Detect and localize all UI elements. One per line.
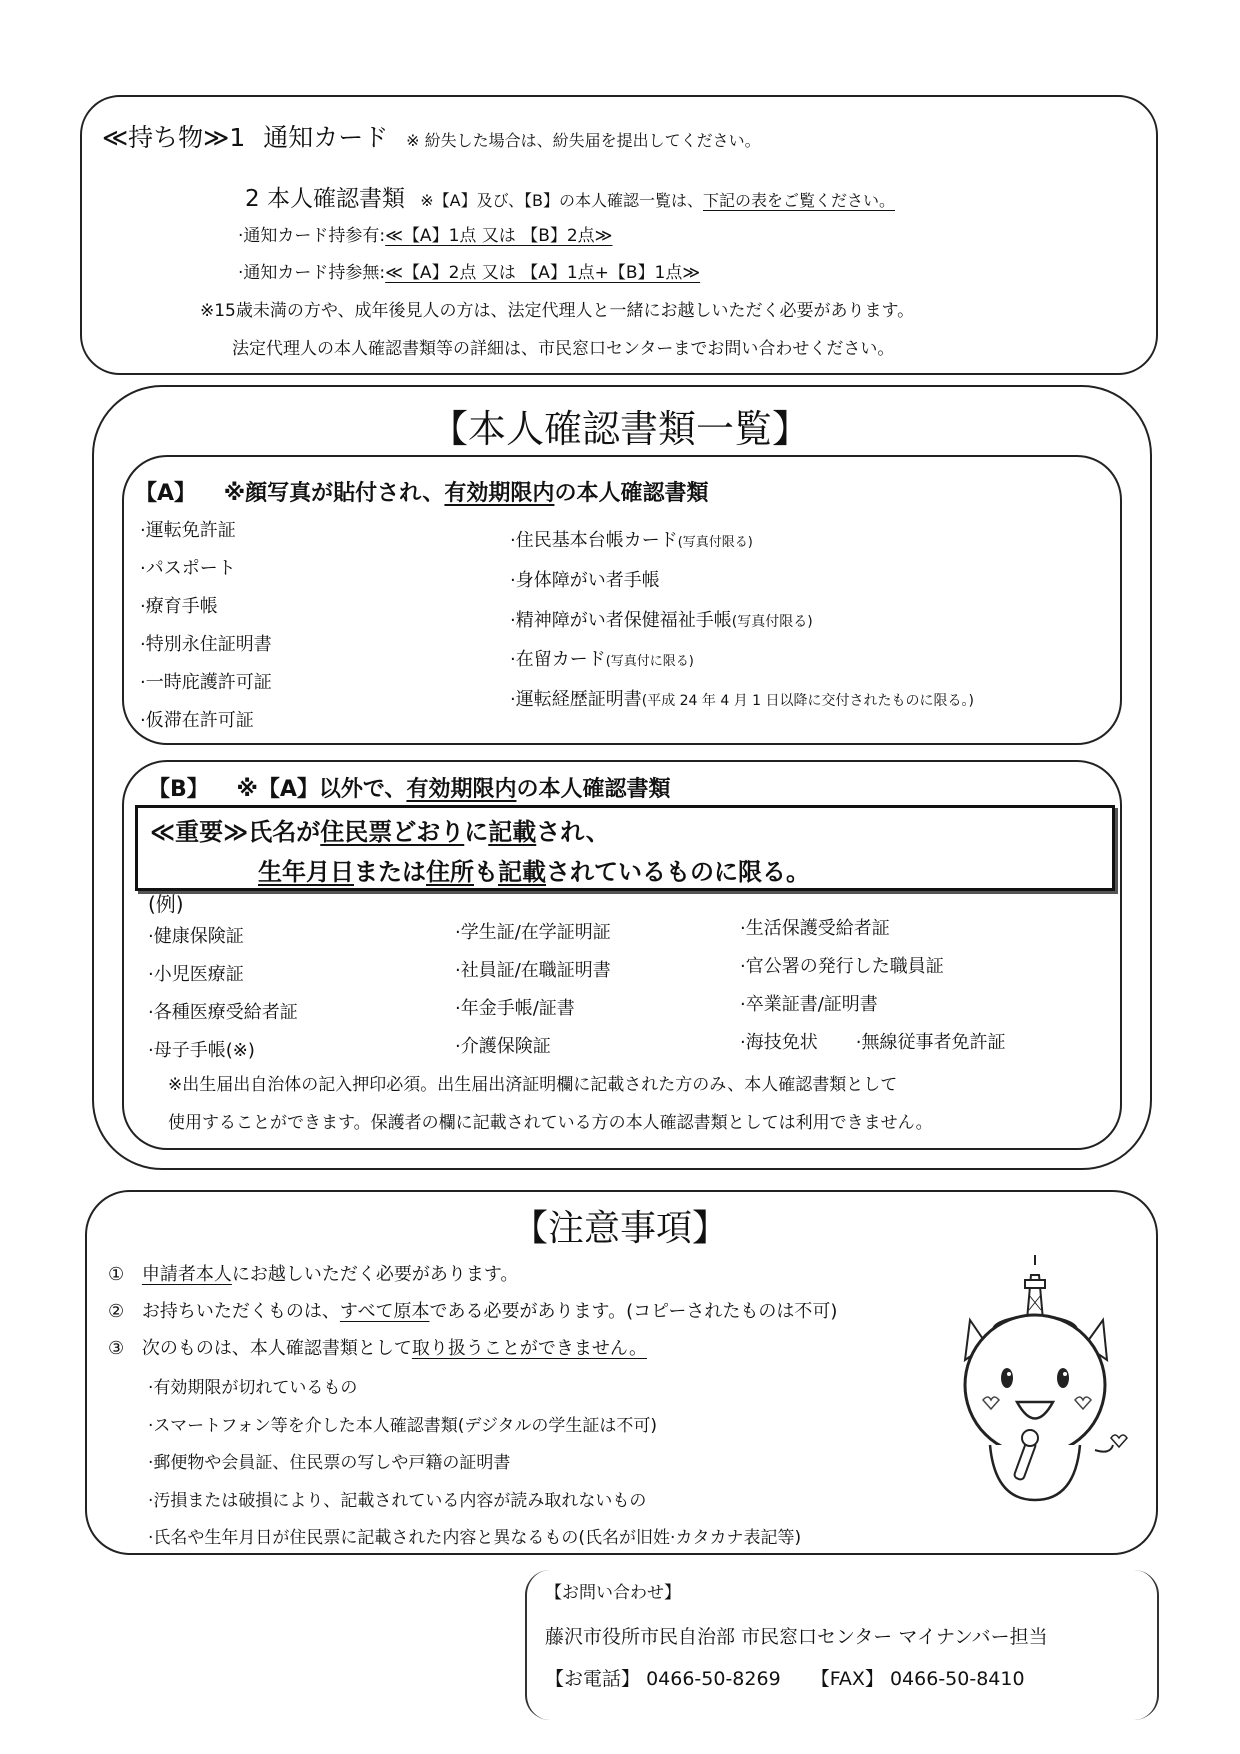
contact-phones bbox=[545, 1664, 1025, 1691]
list-item: ·住民基本台帳カード(写真付限る) bbox=[510, 530, 753, 551]
list-item: ·母子手帳(※) bbox=[148, 1040, 255, 1061]
type-b-heading-3: の本人確認書類 bbox=[516, 777, 671, 802]
type-b-col1 bbox=[148, 918, 298, 1070]
list-item: ·一時庇護許可証 bbox=[140, 672, 272, 693]
type-b-footnote-2: 使用することができます。保護者の欄に記載されている方の本人確認書類としては利用できません。 bbox=[168, 1113, 933, 1133]
fax-number: 0466-50-8410 bbox=[889, 1668, 1025, 1690]
rule1-value: ≪【A】1点 又は 【B】2点≫ bbox=[385, 226, 613, 246]
belongings-note2: 法定代理人の本人確認書類等の詳細は、市民窓口センターまでお問い合わせください。 bbox=[232, 339, 895, 359]
list-item: ·社員証/在職証明書 bbox=[455, 960, 611, 981]
contact-title: 【お問い合わせ】 bbox=[545, 1583, 681, 1603]
list-item: ·運転免許証 bbox=[140, 520, 236, 541]
list-item: ·運転経歴証明書(平成 24 年 4 月 1 日以降に交付されたものに限る。) bbox=[510, 689, 974, 710]
phone-label: 【お電話】 bbox=[545, 1668, 641, 1690]
important-line-2: 生年月日または住所も記載されているものに限る。 bbox=[258, 858, 810, 886]
list-item: ·郵便物や会員証、住民票の写しや戸籍の証明書 bbox=[148, 1453, 511, 1473]
list-item: ·海技免状 ·無線従事者免許証 bbox=[740, 1032, 1006, 1053]
type-b-col2 bbox=[455, 914, 611, 1066]
list-item: ·学生証/在学証明証 bbox=[455, 922, 611, 943]
cautions-title: 【注意事項】 bbox=[511, 1208, 728, 1249]
item2-note: ※【A】及び、【B】の本人確認一覧は、 bbox=[420, 191, 703, 210]
list-item: ·官公署の発行した職員証 bbox=[740, 956, 944, 977]
list-item: ·有効期限が切れているもの bbox=[148, 1378, 358, 1398]
type-b-tag: 【B】 bbox=[148, 777, 209, 802]
list-item: ·在留カード(写真付に限る) bbox=[510, 649, 694, 670]
type-a-tag: 【A】 bbox=[135, 481, 197, 506]
list-item: ·汚損または破損により、記載されている内容が読み取れないもの bbox=[148, 1490, 647, 1511]
type-a-heading-3: の本人確認書類 bbox=[554, 481, 709, 506]
example-label: (例) bbox=[148, 892, 184, 916]
type-b-footnote-1: ※出生届出自治体の記入押印必須。出生届出済証明欄に記載された方のみ、本人確認書類として bbox=[168, 1075, 898, 1095]
list-item: ·パスポート bbox=[140, 558, 236, 579]
list-item: ·卒業証書/証明書 bbox=[740, 994, 878, 1015]
rule1-prefix: ·通知カード持参有: bbox=[238, 226, 386, 246]
caution-2: ② お持ちいただくものは、すべて原本である必要があります。(コピーされたものは不可) bbox=[108, 1301, 838, 1322]
id-list-title: 【本人確認書類一覧】 bbox=[429, 407, 810, 451]
list-item: ·小児医療証 bbox=[148, 964, 244, 985]
type-a-heading-2: 有効期限内 bbox=[444, 481, 555, 506]
list-item: ·生活保護受給者証 bbox=[740, 918, 890, 939]
important-line-1: ≪重要≫氏名が住民票どおりに記載され、 bbox=[150, 818, 610, 846]
list-item: ·氏名や生年月日が住民票に記載された内容と異なるもの(氏名が旧姓·カタカナ表記等) bbox=[148, 1528, 802, 1548]
list-item: ·介護保険証 bbox=[455, 1036, 551, 1057]
item2-label: 2 本人確認書類 bbox=[245, 186, 405, 212]
type-a-right-list bbox=[510, 522, 974, 720]
item2-note-link: 下記の表をご覧ください。 bbox=[702, 191, 895, 210]
caution-3: ③ 次のものは、本人確認書類として取り扱うことができません。 bbox=[108, 1338, 647, 1359]
type-a-heading-1: ※顔写真が貼付され、 bbox=[223, 481, 445, 506]
item1-label: 通知カード bbox=[263, 123, 389, 152]
type-b-heading-2: 有効期限内 bbox=[406, 777, 517, 802]
belongings-header: ≪持ち物≫1 bbox=[102, 123, 246, 152]
list-item: ·精神障がい者保健福祉手帳(写真付限る) bbox=[510, 610, 813, 631]
list-item: ·特別永住証明書 bbox=[140, 634, 272, 655]
type-b-col3 bbox=[740, 910, 1005, 1062]
rule2-value: ≪【A】2点 又は 【A】1点+【B】1点≫ bbox=[385, 263, 701, 283]
item1-note: ※ 紛失した場合は、紛失届を提出してください。 bbox=[406, 131, 761, 150]
fax-label: 【FAX】 bbox=[810, 1668, 884, 1690]
belongings-note1: ※15歳未満の方や、成年後見人の方は、法定代理人と一緒にお越しいただく必要があります。 bbox=[200, 301, 915, 321]
list-item: ·療育手帳 bbox=[140, 596, 218, 617]
list-item: ·各種医療受給者証 bbox=[148, 1002, 298, 1023]
list-item: ·健康保険証 bbox=[148, 926, 244, 947]
type-b-heading-1: ※【A】以外で、 bbox=[236, 777, 407, 802]
list-item: ·仮滞在許可証 bbox=[140, 710, 254, 731]
caution-items bbox=[148, 1370, 801, 1558]
type-a-left-list bbox=[140, 512, 272, 740]
phone-number: 0466-50-8269 bbox=[646, 1668, 781, 1690]
list-item: ·スマートフォン等を介した本人確認書類(デジタルの学生証は不可) bbox=[148, 1415, 657, 1436]
list-item: ·年金手帳/証書 bbox=[455, 998, 575, 1019]
mascot-illustration bbox=[935, 1250, 1135, 1510]
list-item: ·身体障がい者手帳 bbox=[510, 570, 660, 591]
contact-department: 藤沢市役所市民自治部 市民窓口センター マイナンバー担当 bbox=[545, 1626, 1048, 1648]
rule2-prefix: ·通知カード持参無: bbox=[238, 263, 386, 283]
caution-1: ① 申請者本人にお越しいただく必要があります。 bbox=[108, 1264, 519, 1285]
